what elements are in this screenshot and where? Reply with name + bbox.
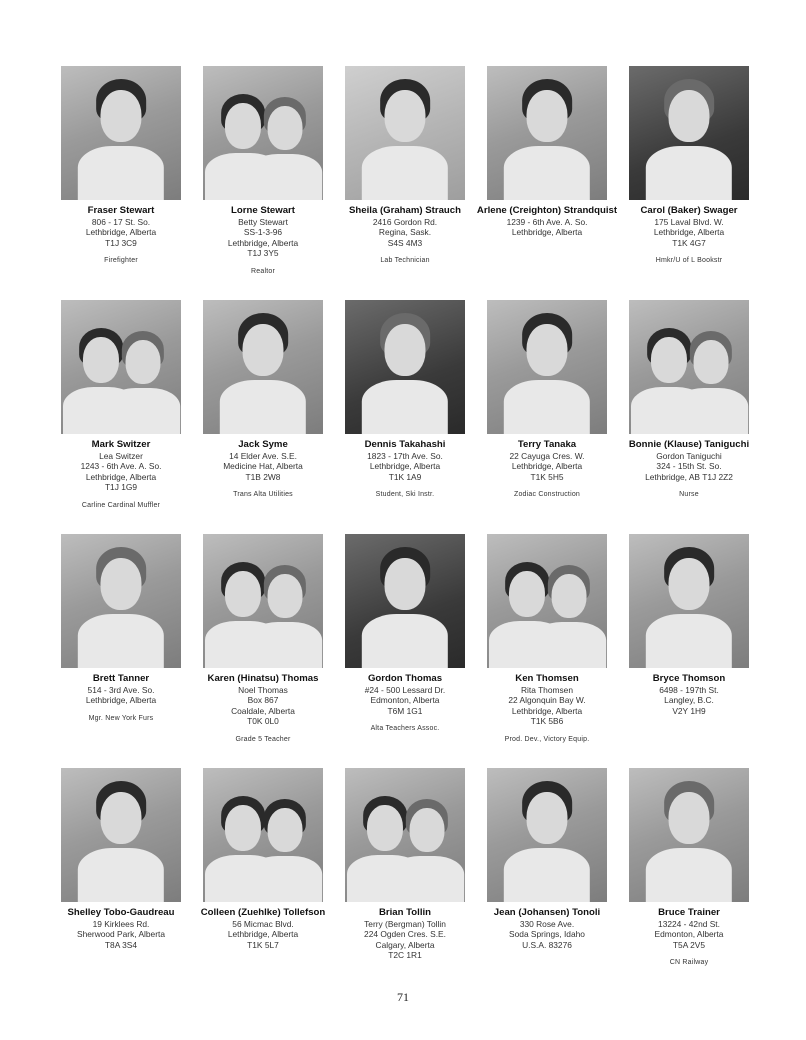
person-silhouette: [362, 538, 448, 668]
address-line: Regina, Sask.: [378, 227, 432, 237]
caption: [192, 908, 334, 950]
person-name: Carol (Baker) Swager: [640, 205, 738, 216]
address-line: Edmonton, Alberta: [370, 695, 440, 705]
address-line: T1K 5L7: [247, 939, 279, 950]
occupation: Prod. Dev., Victory Equip.: [504, 735, 590, 743]
portrait-entry: [476, 62, 618, 296]
address-line: Lethbridge, Alberta: [85, 227, 157, 237]
address-line: Terry (Bergman) Tollin: [364, 918, 446, 929]
address-line: 22 Algonquin Bay W.: [508, 695, 586, 705]
person-silhouette: [248, 90, 322, 200]
caption: [618, 908, 760, 969]
address-line: T8A 3S4: [104, 939, 138, 950]
caption: [192, 206, 334, 277]
portrait-entry: [334, 530, 476, 764]
caption: [476, 674, 618, 745]
person-name: Bryce Thomson: [652, 673, 726, 684]
portrait-photo: [629, 768, 749, 902]
person-name: Karen (Hinatsu) Thomas: [207, 673, 319, 684]
person-silhouette: [532, 558, 606, 668]
person-name: Sheila (Graham) Strauch: [349, 205, 461, 216]
person-silhouette: [390, 792, 464, 902]
person-silhouette: [646, 772, 732, 902]
person-name: Brett Tanner: [92, 673, 150, 684]
person-name: Terry Tanaka: [517, 439, 577, 450]
portrait-entry: [618, 764, 760, 998]
portrait-photo: [487, 534, 607, 668]
caption: [192, 674, 334, 745]
person-silhouette: [362, 70, 448, 200]
address-line: Rita Thomsen: [521, 684, 573, 695]
address-line: 806 - 17 St. So.: [91, 216, 151, 227]
person-name: Jean (Johansen) Tonoli: [493, 907, 601, 918]
person-silhouette: [646, 70, 732, 200]
portrait-photo: [203, 300, 323, 434]
person-name: Lorne Stewart: [231, 205, 295, 216]
address-line: Lethbridge, Alberta: [511, 227, 583, 237]
address-line: 2416 Gordon Rd.: [372, 216, 438, 227]
address-line: Soda Springs, Idaho: [509, 929, 585, 939]
address-line: Noel Thomas: [238, 684, 288, 695]
person-name: Brian Tollin: [378, 907, 432, 918]
address-line: Betty Stewart: [238, 216, 288, 227]
caption: [334, 440, 476, 501]
address-line: U.S.A. 83276: [522, 939, 572, 950]
person-silhouette: [646, 538, 732, 668]
person-silhouette: [78, 772, 164, 902]
person-silhouette: [78, 538, 164, 668]
caption: [618, 206, 760, 267]
occupation: Firefighter: [104, 257, 138, 264]
address-line: 330 Rose Ave.: [519, 918, 575, 929]
address-line: T1B 2W8: [245, 471, 281, 482]
portrait-entry: [192, 530, 334, 764]
address-line: Lethbridge, Alberta: [227, 237, 299, 248]
portrait-entry: [192, 764, 334, 998]
person-name: Colleen (Zuehlke) Tollefson: [200, 907, 326, 918]
portrait-entry: [50, 62, 192, 296]
person-silhouette: [248, 558, 322, 668]
portrait-entry: [192, 296, 334, 530]
caption: [334, 674, 476, 735]
address-line: Lea Switzer: [99, 450, 143, 461]
address-line: 22 Cayuga Cres. W.: [509, 450, 585, 461]
caption: [50, 908, 192, 950]
address-line: T5A 2V5: [672, 939, 706, 950]
address-line: T1J 3Y5: [247, 248, 279, 258]
person-name: Bruce Trainer: [658, 907, 720, 918]
person-name: Shelley Tobo-Gaudreau: [67, 907, 175, 918]
address-line: Lethbridge, Alberta: [227, 929, 299, 939]
address-line: 19 Kirklees Rd.: [92, 918, 150, 929]
address-line: T2C 1R1: [388, 950, 422, 960]
occupation: Hmkr/U of L Bookstr: [655, 257, 723, 264]
person-name: Fraser Stewart: [87, 205, 155, 216]
portrait-photo: [61, 300, 181, 434]
portrait-entry: [50, 764, 192, 998]
caption: [50, 674, 192, 724]
address-line: 224 Ogden Cres. S.E.: [364, 929, 446, 939]
person-name: Dennis Takahashi: [364, 439, 446, 450]
portrait-photo: [487, 300, 607, 434]
person-silhouette: [504, 70, 590, 200]
occupation: Mgr. New York Furs: [88, 714, 154, 722]
address-line: Edmonton, Alberta: [654, 929, 724, 939]
address-line: 13224 - 42nd St.: [658, 918, 720, 929]
person-silhouette: [220, 304, 306, 434]
occupation: Zodiac Construction: [513, 491, 581, 498]
address-line: T6M 1G1: [387, 705, 423, 716]
address-line: Lethbridge, Alberta: [85, 471, 157, 482]
address-line: Sherwood Park, Alberta: [77, 929, 165, 939]
caption: [50, 440, 192, 511]
occupation: Trans Alta Utilities: [233, 491, 293, 498]
portrait-photo: [61, 66, 181, 200]
address-line: Medicine Hat, Alberta: [223, 461, 303, 471]
address-line: Coaldale, Alberta: [231, 705, 295, 716]
address-line: 1243 - 6th Ave. A. So.: [80, 461, 162, 471]
portrait-photo: [629, 66, 749, 200]
person-name: Gordon Thomas: [367, 673, 443, 684]
person-silhouette: [674, 324, 748, 434]
portrait-entry: [50, 530, 192, 764]
person-silhouette: [248, 792, 322, 902]
portrait-entry: [476, 296, 618, 530]
portrait-photo: [487, 768, 607, 902]
portrait-entry: [334, 296, 476, 530]
address-line: T1K 4G7: [672, 237, 706, 248]
address-line: 1239 - 6th Ave. A. So.: [506, 216, 588, 227]
occupation: Lab Technician: [380, 257, 430, 264]
portrait-photo: [345, 300, 465, 434]
address-line: Box 867: [247, 695, 279, 705]
caption: [334, 206, 476, 267]
portrait-photo: [345, 768, 465, 902]
person-silhouette: [106, 324, 180, 434]
address-line: T1K 5B6: [530, 716, 564, 726]
address-line: Lethbridge, Alberta: [511, 705, 583, 716]
address-line: T1J 3C9: [105, 237, 137, 248]
caption: [334, 908, 476, 961]
portrait-photo: [629, 300, 749, 434]
address-line: S4S 4M3: [387, 237, 423, 248]
address-line: Lethbridge, Alberta: [369, 461, 441, 471]
address-line: Lethbridge, AB T1J 2Z2: [645, 471, 733, 482]
occupation: Student, Ski Instr.: [375, 491, 435, 498]
portrait-entry: [618, 530, 760, 764]
person-silhouette: [504, 772, 590, 902]
address-line: V2Y 1H9: [672, 705, 706, 716]
portrait-photo: [203, 768, 323, 902]
portrait-entry: [334, 764, 476, 998]
person-name: Bonnie (Klause) Taniguchi: [628, 439, 750, 450]
caption: [192, 440, 334, 501]
address-line: Calgary, Alberta: [375, 939, 435, 950]
person-silhouette: [78, 70, 164, 200]
address-line: 56 Micmac Blvd.: [232, 918, 294, 929]
portrait-photo: [345, 534, 465, 668]
person-name: Arlene (Creighton) Strandquist: [476, 205, 618, 216]
address-line: SS-1-3-96: [243, 227, 283, 237]
portrait-entry: [618, 62, 760, 296]
portrait-grid: [50, 62, 760, 998]
address-line: T1K 5H5: [530, 471, 564, 482]
person-name: Mark Switzer: [91, 439, 151, 450]
occupation: Alta Teachers Assoc.: [370, 725, 440, 732]
address-line: Gordon Taniguchi: [656, 450, 722, 461]
page-number: 71: [397, 990, 409, 1004]
address-line: 6498 - 197th St.: [659, 684, 719, 695]
caption: [476, 908, 618, 950]
address-line: Lethbridge, Alberta: [653, 227, 725, 237]
portrait-photo: [345, 66, 465, 200]
address-line: 1823 - 17th Ave. So.: [367, 450, 443, 461]
address-line: T1J 1G9: [104, 482, 138, 492]
portrait-entry: [476, 764, 618, 998]
person-name: Jack Syme: [238, 439, 288, 450]
caption: [476, 440, 618, 501]
occupation: Realtor: [251, 267, 275, 275]
address-line: 14 Elder Ave. S.E.: [229, 450, 297, 461]
address-line: 324 - 15th St. So.: [656, 461, 722, 471]
portrait-photo: [61, 768, 181, 902]
portrait-entry: [50, 296, 192, 530]
occupation: Nurse: [679, 491, 699, 498]
address-line: 175 Laval Blvd. W.: [654, 216, 724, 227]
occupation: CN Railway: [669, 959, 709, 966]
occupation: Grade 5 Teacher: [235, 735, 291, 743]
caption: [618, 440, 760, 501]
address-line: T0K 0L0: [247, 716, 279, 726]
portrait-photo: [629, 534, 749, 668]
address-line: Langley, B.C.: [664, 695, 714, 705]
portrait-entry: [476, 530, 618, 764]
portrait-photo: [203, 534, 323, 668]
address-line: Lethbridge, Alberta: [85, 695, 157, 705]
caption: [618, 674, 760, 716]
portrait-photo: [203, 66, 323, 200]
portrait-photo: [61, 534, 181, 668]
caption: [476, 206, 618, 238]
occupation: Carline Cardinal Muffler: [81, 501, 161, 509]
address-line: Lethbridge, Alberta: [511, 461, 583, 471]
portrait-entry: [192, 62, 334, 296]
address-line: T1K 1A9: [388, 471, 422, 482]
portrait-entry: [334, 62, 476, 296]
person-silhouette: [362, 304, 448, 434]
portrait-photo: [487, 66, 607, 200]
address-line: 514 - 3rd Ave. So.: [87, 684, 155, 695]
caption: [50, 206, 192, 267]
person-silhouette: [504, 304, 590, 434]
portrait-entry: [618, 296, 760, 530]
person-name: Ken Thomsen: [515, 673, 579, 684]
address-line: #24 - 500 Lessard Dr.: [364, 684, 446, 695]
